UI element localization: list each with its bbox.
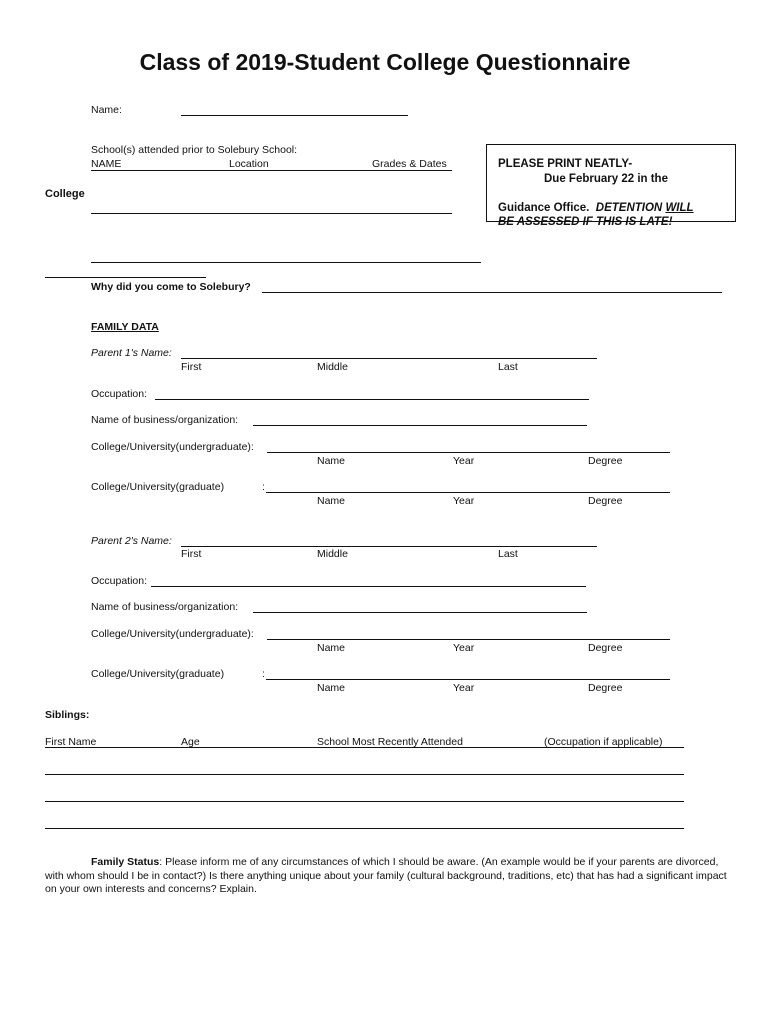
college-field-2[interactable] [91, 262, 481, 263]
family-data-heading: FAMILY DATA [91, 321, 159, 333]
college-label: College [45, 188, 85, 200]
siblings-col-school: School Most Recently Attended [317, 736, 463, 748]
parent1-name-label: Parent 1's Name: [91, 347, 172, 359]
parent1-grad-col-year: Year [453, 495, 475, 507]
why-label: Why did you come to Solebury? [91, 281, 251, 293]
schools-col-name: NAME [91, 158, 122, 170]
parent2-undergrad-col-name: Name [317, 642, 346, 654]
name-label: Name: [91, 104, 122, 116]
notice-line-2: Due February 22 in the [544, 173, 668, 185]
siblings-col-first-name: First Name [45, 736, 97, 748]
family-status-paragraph [45, 856, 730, 897]
parent2-grad-col-year: Year [453, 682, 475, 694]
parent1-grad-col-degree: Degree [588, 495, 623, 507]
family-status-label: Family Status [91, 856, 160, 868]
parent1-occupation-field[interactable] [155, 399, 589, 400]
sibling-row-3-field[interactable] [45, 828, 684, 829]
schools-header-underline [91, 170, 452, 171]
siblings-header-underline [45, 747, 684, 748]
parent2-undergrad-field[interactable] [267, 639, 670, 640]
sibling-row-2-field[interactable] [45, 801, 684, 802]
name-field[interactable] [181, 115, 408, 116]
notice-line-4: BE ASSESSED IF THIS IS LATE! [498, 216, 673, 228]
parent2-col-first: First [181, 548, 202, 560]
parent2-grad-col-name: Name [317, 682, 346, 694]
parent1-business-label: Name of business/organization: [91, 414, 239, 426]
notice-detention: DETENTION [595, 202, 663, 214]
siblings-col-occupation: (Occupation if applicable) [544, 736, 663, 748]
family-status-text: : Please inform me of any circumstances of which I should be aware. (An example would be if your parents are divorced, with whom should I be in contact?) Is there anything unique about your family (cultural background, traditions, etc) that has had a significant impact on your own interests and concerns? Explain. [45, 856, 727, 895]
parent1-col-middle: Middle [317, 361, 348, 373]
parent2-business-label: Name of business/organization: [91, 601, 239, 613]
why-field[interactable] [262, 292, 722, 293]
parent2-undergrad-col-year: Year [453, 642, 475, 654]
parent1-name-field[interactable] [181, 358, 597, 359]
parent1-undergrad-field[interactable] [267, 452, 670, 453]
page-title: Class of 2019-Student College Questionnaire [139, 49, 631, 75]
parent2-undergrad-col-degree: Degree [588, 642, 623, 654]
parent2-col-last: Last [498, 548, 518, 560]
parent2-grad-field[interactable] [266, 679, 670, 680]
notice-line-1: PLEASE PRINT NEATLY- [498, 158, 633, 170]
notice-line-3: Guidance Office. DETENTION WILL [498, 202, 694, 214]
siblings-heading: Siblings: [45, 709, 90, 721]
parent2-grad-col-degree: Degree [588, 682, 623, 694]
schools-col-location: Location [229, 158, 269, 170]
parent1-grad-col-name: Name [317, 495, 346, 507]
parent2-grad-colon: : [262, 668, 265, 680]
parent1-col-first: First [181, 361, 202, 373]
parent2-undergrad-label: College/University(undergraduate): [91, 628, 254, 640]
parent1-col-last: Last [498, 361, 518, 373]
notice-will: WILL [665, 202, 694, 214]
parent2-grad-label: College/University(graduate) [91, 668, 225, 680]
parent1-undergrad-label: College/University(undergraduate): [91, 441, 254, 453]
parent2-name-label: Parent 2's Name: [91, 535, 172, 547]
parent2-business-field[interactable] [253, 612, 587, 613]
parent2-occupation-label: Occupation: [91, 575, 148, 587]
parent1-grad-label: College/University(graduate) [91, 481, 225, 493]
sibling-row-1-field[interactable] [45, 774, 684, 775]
parent1-undergrad-col-degree: Degree [588, 455, 623, 467]
parent1-undergrad-col-name: Name [317, 455, 346, 467]
siblings-col-age: Age [181, 736, 200, 748]
parent2-name-field[interactable] [181, 546, 597, 547]
schools-col-grades: Grades & Dates [372, 158, 447, 170]
parent1-grad-colon: : [262, 481, 265, 493]
college-field-3[interactable] [45, 277, 206, 278]
college-field-1[interactable] [91, 213, 452, 214]
parent1-undergrad-col-year: Year [453, 455, 475, 467]
schools-heading: School(s) attended prior to Solebury School: [91, 144, 298, 156]
parent2-col-middle: Middle [317, 548, 348, 560]
parent1-business-field[interactable] [253, 425, 587, 426]
parent2-occupation-field[interactable] [151, 586, 586, 587]
parent1-occupation-label: Occupation: [91, 388, 148, 400]
parent1-grad-field[interactable] [266, 492, 670, 493]
